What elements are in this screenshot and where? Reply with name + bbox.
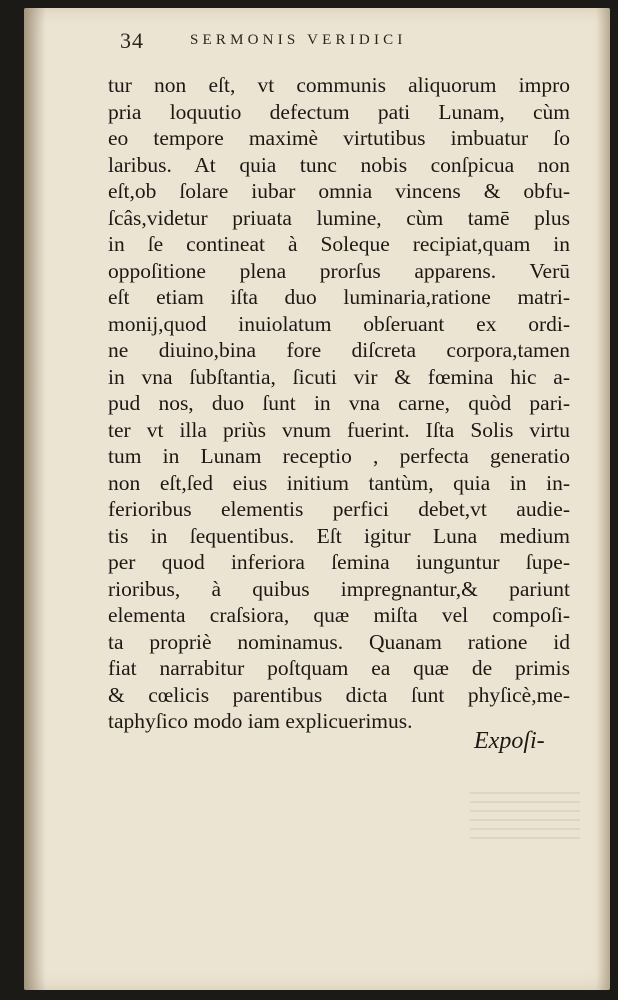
text-line: monij,quod inuiolatum obſeruant ex ordi- [108, 311, 570, 336]
text-line: tur non eſt, vt communis aliquorum impro [108, 73, 570, 97]
text-line: oppoſitione plena prorſus apparens. Verū [108, 258, 570, 283]
text-line: in vna ſubſtantia, ſicuti vir & fœmina hic a- [108, 364, 570, 389]
text-line: pud nos, duo ſunt in vna carne, quòd pari- [108, 391, 570, 415]
text-line: ter vt illa priùs vnum fuerint. Iſta Solis virtu [108, 417, 570, 442]
text-line: eo tempore maximè virtutibus imbuatur ſo [108, 126, 570, 150]
text-line: non eſt,ſed eius initium tantùm, quia in in- [108, 470, 570, 495]
text-line: in ſe contineat à Soleque recipiat,quam in [108, 232, 570, 256]
text-line: tum in Lunam receptio , perfecta generatio [108, 444, 570, 468]
running-head: SERMONIS VERIDICI [190, 32, 407, 48]
text-line: pria loquutio defectum pati Lunam, cùm [108, 99, 570, 124]
body-text [108, 72, 570, 735]
text-line: laribus. At quia tunc nobis conſpicua non [108, 152, 570, 177]
text-line: eſt,ob ſolare iubar omnia vincens & obfu- [108, 179, 570, 203]
text-line: fiat narrabitur poſtquam ea quæ de primis [108, 656, 570, 680]
text-line: per quod inferiora ſemina iunguntur ſupe- [108, 550, 570, 574]
text-line: ne diuino,bina fore diſcreta corpora,tamen [108, 338, 570, 362]
text-line: taphyſico modo iam explicuerimus. [108, 709, 413, 733]
text-line: tis in ſequentibus. Eſt igitur Luna medium [108, 523, 570, 548]
text-line: ſcâs,videtur priuata lumine, cùm tamē plus [108, 205, 570, 230]
binding-gutter-shadow [24, 8, 46, 990]
page-header [120, 26, 556, 54]
text-line: rioribus, à quibus impregnantur,& pariunt [108, 576, 570, 601]
catchword: Expoſi- [474, 728, 545, 754]
text-line: elementa craſsiora, quæ miſta vel compoſi- [108, 603, 570, 627]
text-line: ferioribus elementis perfici debet,vt audie- [108, 497, 570, 521]
page-number: 34 [120, 28, 144, 53]
page-edge-shadow [596, 8, 610, 990]
text-line: eſt etiam iſta duo luminaria,ratione matri- [108, 285, 570, 309]
show-through-ink [470, 792, 580, 842]
text-line: ta propriè nominamus. Quanam ratione id [108, 629, 570, 654]
text-line: & cœlicis parentibus dicta ſunt phyſicè,me- [108, 682, 570, 707]
